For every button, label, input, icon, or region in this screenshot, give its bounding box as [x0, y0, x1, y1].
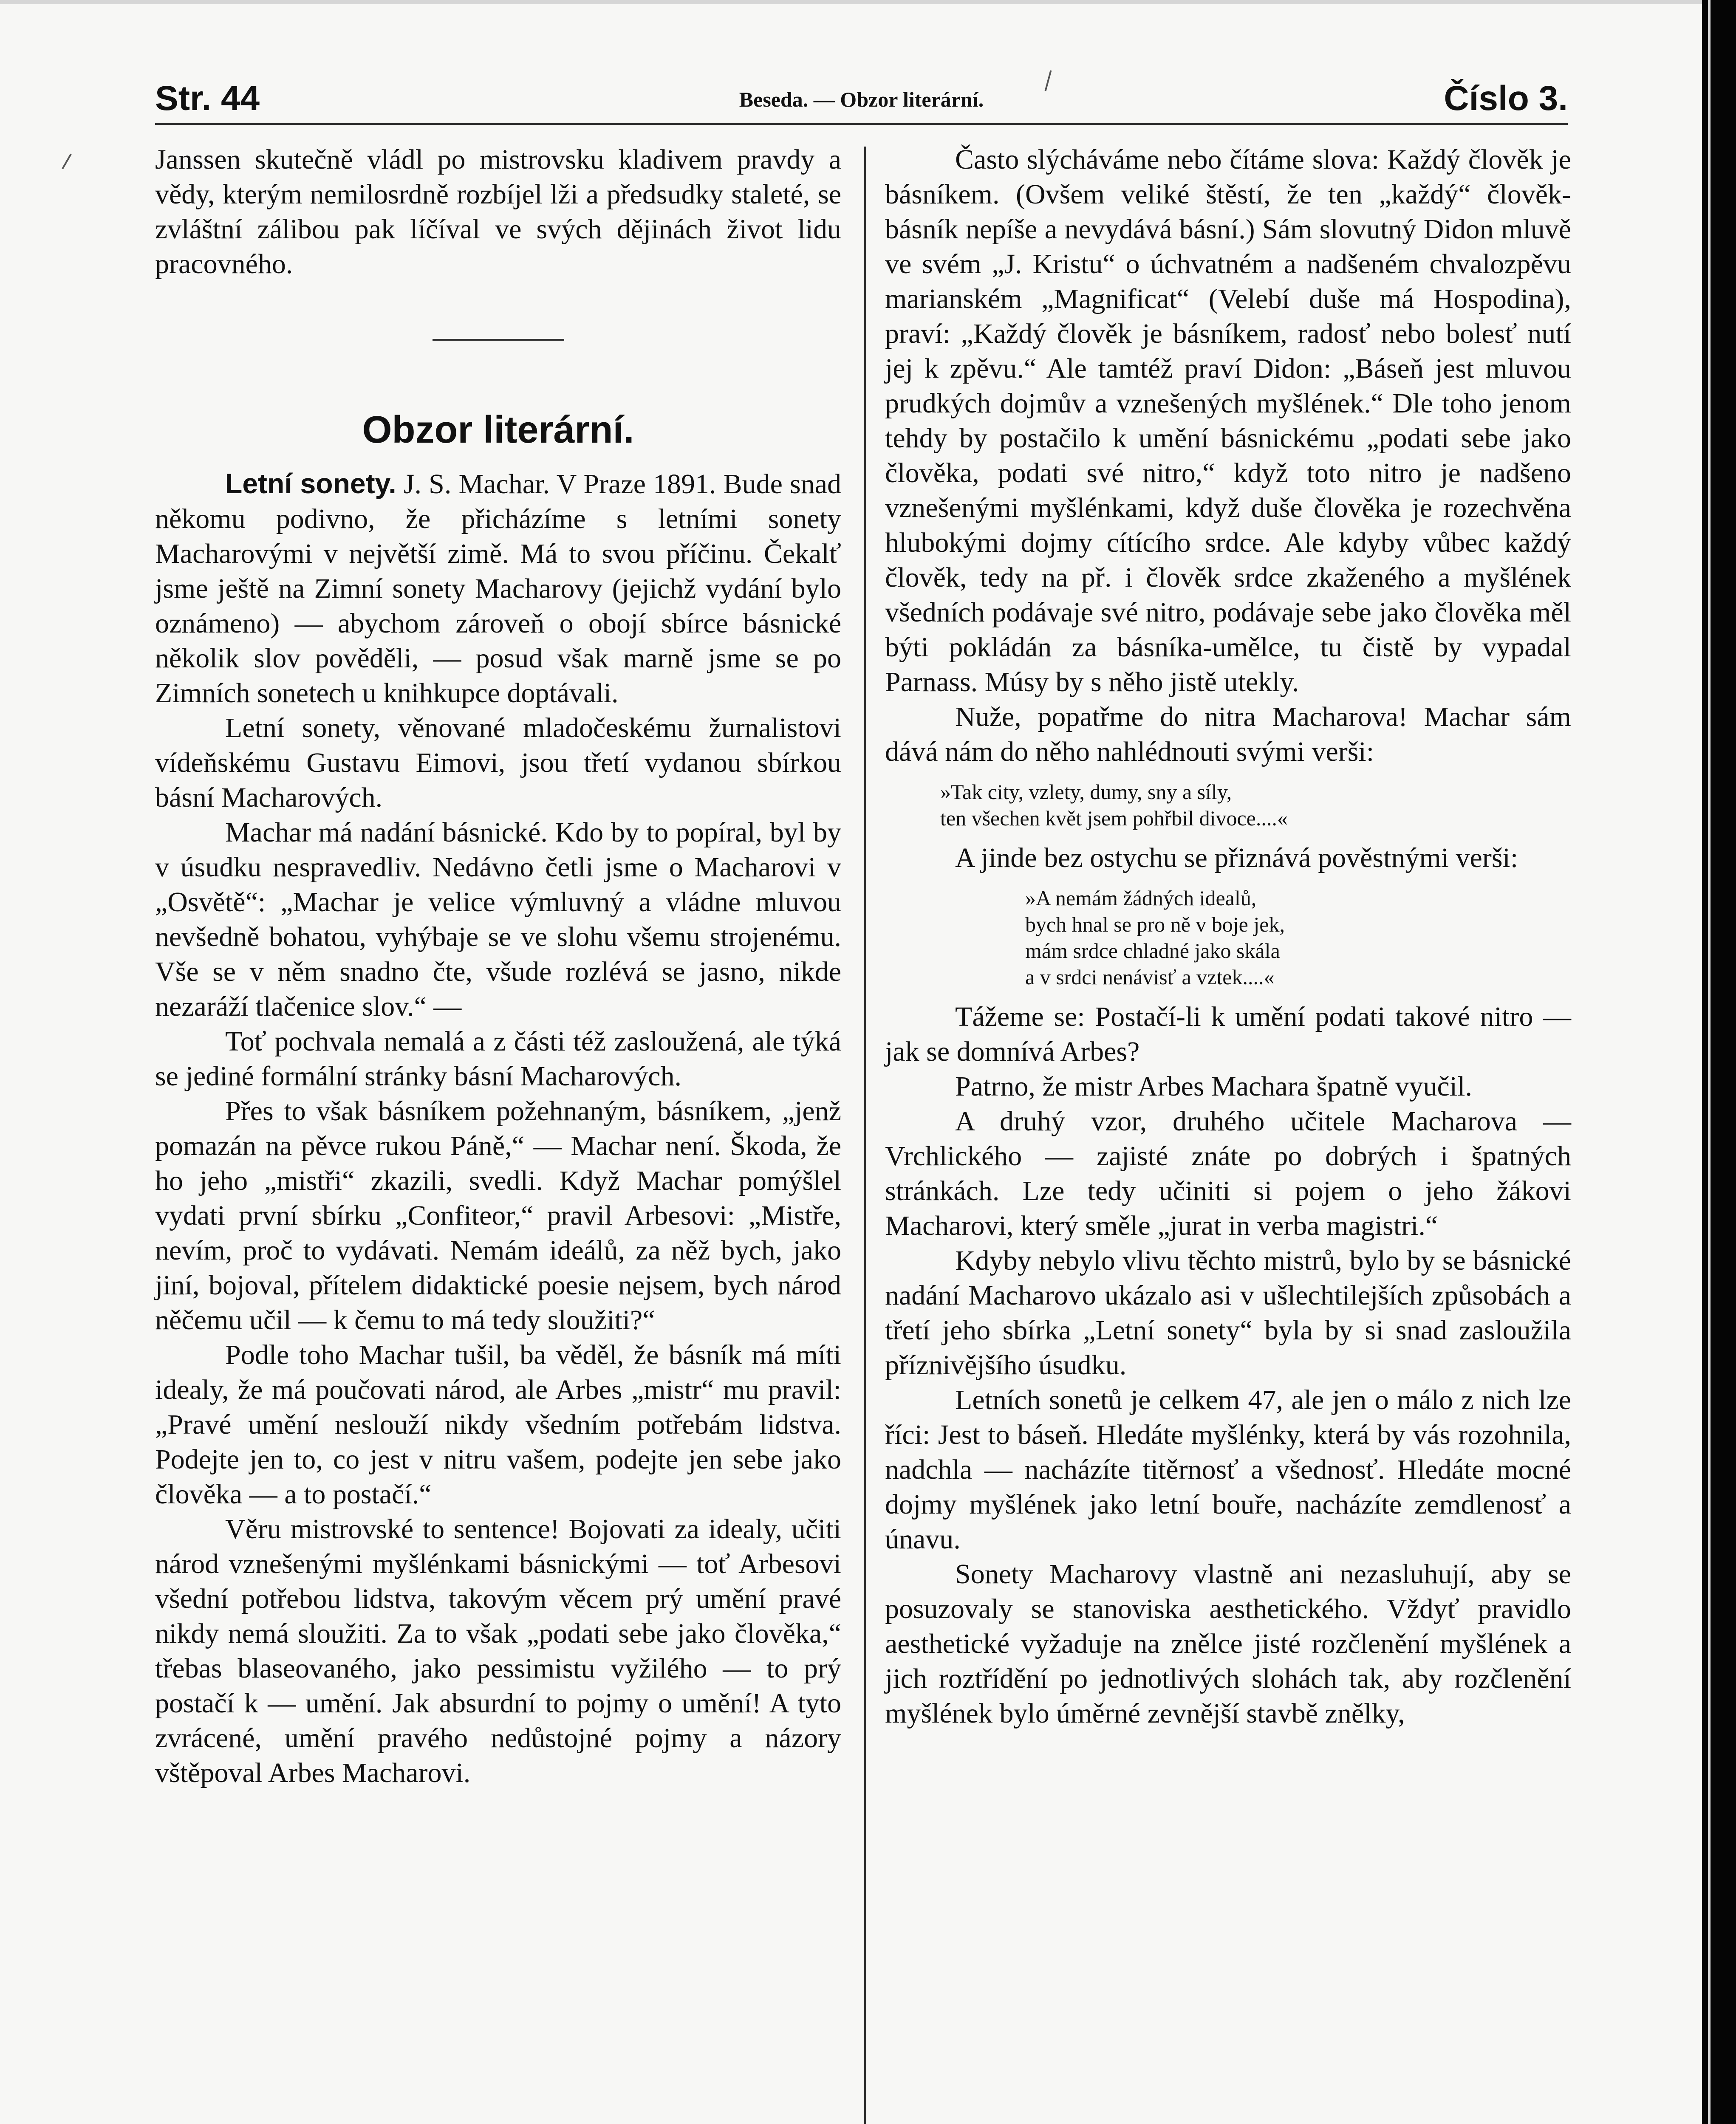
paragraph: A jinde bez ostychu se přiznává pověstnými verši: — [955, 842, 1518, 873]
section-separator — [433, 339, 564, 341]
verse-line: »A nemám žádných idealů, — [1025, 886, 1257, 910]
review-title: Letní sonety. — [225, 468, 396, 499]
paragraph: Kdyby nebylo vlivu těchto mistrů, bylo by se básnické nadání Macharovo ukázalo asi v ušlechtilejších způsobách a třetí jeho sbírka „Letní sonety“ byla by si snad zasloužila příznivějšího úsudku. — [885, 1245, 1571, 1381]
paragraph: Sonety Macharovy vlastně ani nezasluhují, aby se posuzovaly se stanoviska aesthetického. Vždyť pravidlo aesthetické vyžaduje na znělce jisté rozčlenění myšlének a jich roztřídění po jednotlivých slohách tak, aby rozčlenění myšlének bylo úměrné zevnější stavbě znělky, — [885, 1559, 1571, 1729]
paragraph-text: J. S. Machar. V Praze 1891. Bude snad někomu podivno, že přicházíme s letními sonety Macharovými v největší zimě. Má to svou příčinu. Čekalť jsme ještě na Zimní sonety Macharovy (jejichž vydání bylo oznámeno) — abychom zároveň o obojí sbírce básnické několik slov pověděli, — posud však marně jsme se po Zimních sonetech u knihkupce doptávali. — [155, 469, 842, 709]
paragraph: Janssen skutečně vládl po mistrovsku kladivem pravdy a vědy, kterým nemilosrdně rozbíjel lži a předsudky staleté, se zvláštní zálibou pak líčíval ve svých dějinách život lidu pracovného. — [155, 144, 841, 280]
left-column — [155, 142, 841, 1791]
header-rule — [155, 123, 1568, 125]
paragraph: Patrno, že mistr Arbes Machara špatně vyučil. — [955, 1071, 1472, 1102]
verse-line: bych hnal se pro ně v boje jek, — [1025, 912, 1285, 936]
verse-line: ten všechen květ jsem pohřbil divoce....« — [940, 806, 1288, 830]
paragraph: Machar má nadání básnické. Kdo by to popíral, byl by v úsudku nespravedliv. Nedávno četli jsme o Macharovi v „Osvětě“: „Machar je velice výmluvný a vládne mluvou nevšedně bohatou, vyhýbaje se ve slohu všemu strojenému. Vše se v něm snadno čte, všude rozlévá se jasno, nikde nezaráží tlačenice slov.“ — — [155, 817, 841, 1022]
paragraph: Letních sonetů je celkem 47, ale jen o málo z nich lze říci: Jest to báseň. Hledáte myšlénky, která by vás rozohnila, nadchla — nacházíte titěrnosť a všednosť. Hledáte mocné dojmy myšlének jako letní bouře, nacházíte zemdlenosť a únavu. — [885, 1384, 1571, 1555]
verse-quote — [1025, 885, 1571, 990]
verse-quote — [940, 779, 1571, 831]
paragraph: Často slýcháváme nebo čítáme slova: Každý člověk je básníkem. (Ovšem veliké štěstí, že ten „každý“ člověk-básník nepíše a nevydává básní.) Sám slovutný Didon mluvě ve svém „J. Kristu“ o úchvatném a nadšeném chvalozpěvu marianském „Magnificat“ (Velebí duše má Hospodina), praví: „Každý člověk je básníkem, radosť nebo bolesť nutí jej k zpěvu.“ Ale tamtéž praví Didon: „Báseň jest mluvou prudkých dojmův a vznešených myšlének.“ Dle toho jenom tehdy by postačilo k umění básnickému „podati sebe jako člověka, podati své nitro,“ když toto nitro je nadšeno vznešenými myšlénkami, když duše člověka je rozechvěna hlubokými dojmy cítícího srdce. Ale kdyby vůbec každý člověk, tedy na př. i člověk srdce zkaženého a myšlének všedních podávaje své nitro, podávaje sebe jako člověka měl býti pokládán za básníka-umělce, tu čistě by vypadal Parnass. Músy by s něho jistě utekly. — [885, 144, 1571, 698]
right-column — [885, 142, 1571, 1731]
paragraph: A druhý vzor, druhého učitele Macharova — Vrchlického — zajisté znáte po dobrých i špatných stránkách. Lze tedy učiniti si pojem o jeho žákovi Macharovi, který směle „jurat in verba magistri.“ — [885, 1106, 1571, 1241]
column-divider — [864, 147, 866, 2124]
paragraph: Přes to však básníkem požehnaným, básníkem, „jenž pomazán na pěvce rukou Páně,“ — Machar není. Škoda, že ho jeho „mistři“ zkazili, svedli. Když Machar pomýšlel vydati první sbírku „Confiteor,“ pravil Arbesovi: „Mistře, nevím, proč to vydávati. Nemám ideálů, za něž bych, jako jiní, bojoval, přítelem didaktické poesie nejsem, bych národ něčemu učil — k čemu to má tedy sloužiti?“ — [155, 1096, 841, 1336]
running-title: Beseda. — Obzor literární. — [739, 88, 984, 111]
paragraph: Letní sonety, věnované mladočeskému žurnalistovi vídeňskému Gustavu Eimovi, jsou třetí vydanou sbírkou básní Macharových. — [155, 712, 841, 813]
scan-top-edge — [0, 0, 1702, 4]
verse-line: »Tak city, vzlety, dumy, sny a síly, — [940, 780, 1232, 804]
scan-mark — [62, 154, 71, 169]
section-heading: Obzor literární. — [362, 409, 634, 451]
paragraph — [155, 466, 841, 711]
issue-number: Číslo 3. — [1444, 79, 1568, 118]
verse-line: a v srdci nenávisť a vztek....« — [1025, 965, 1275, 989]
page-number: Str. 44 — [155, 79, 260, 118]
scan-right-border — [1702, 0, 1736, 2124]
paragraph: Podle toho Machar tušil, ba věděl, že básník má míti idealy, že má poučovati národ, ale Arbes „mistr“ mu pravil: „Pravé umění neslouží nikdy všedním potřebám lidstva. Podejte jen to, co jest v nitru vašem, podejte jen sebe jako člověka — a to postačí.“ — [155, 1339, 841, 1510]
paragraph: Toť pochvala nemalá a z části též zasloužená, ale týká se jediné formální stránky básní Macharových. — [155, 1026, 841, 1092]
paragraph: Tážeme se: Postačí-li k umění podati takové nitro — jak se domnívá Arbes? — [885, 1001, 1571, 1067]
paragraph: Nuže, popatřme do nitra Macharova! Machar sám dává nám do něho nahlédnouti svými verši: — [885, 701, 1571, 767]
paragraph: Věru mistrovské to sentence! Bojovati za idealy, učiti národ vznešenými myšlénkami básnickými — toť Arbesovi všední potřebou lidstva, takovým věcem prý umění pravé nikdy nemá sloužiti. Za to však „podati sebe jako člověka,“ třebas blaseovaného, jako pessimistu vyžilého — to prý postačí k — umění. Jak absurdní to pojmy o umění! A tyto zvrácené, umění pravého nedůstojné pojmy a názory vštěpoval Arbes Macharovi. — [155, 1514, 841, 1788]
verse-line: mám srdce chladné jako skála — [1025, 939, 1280, 963]
